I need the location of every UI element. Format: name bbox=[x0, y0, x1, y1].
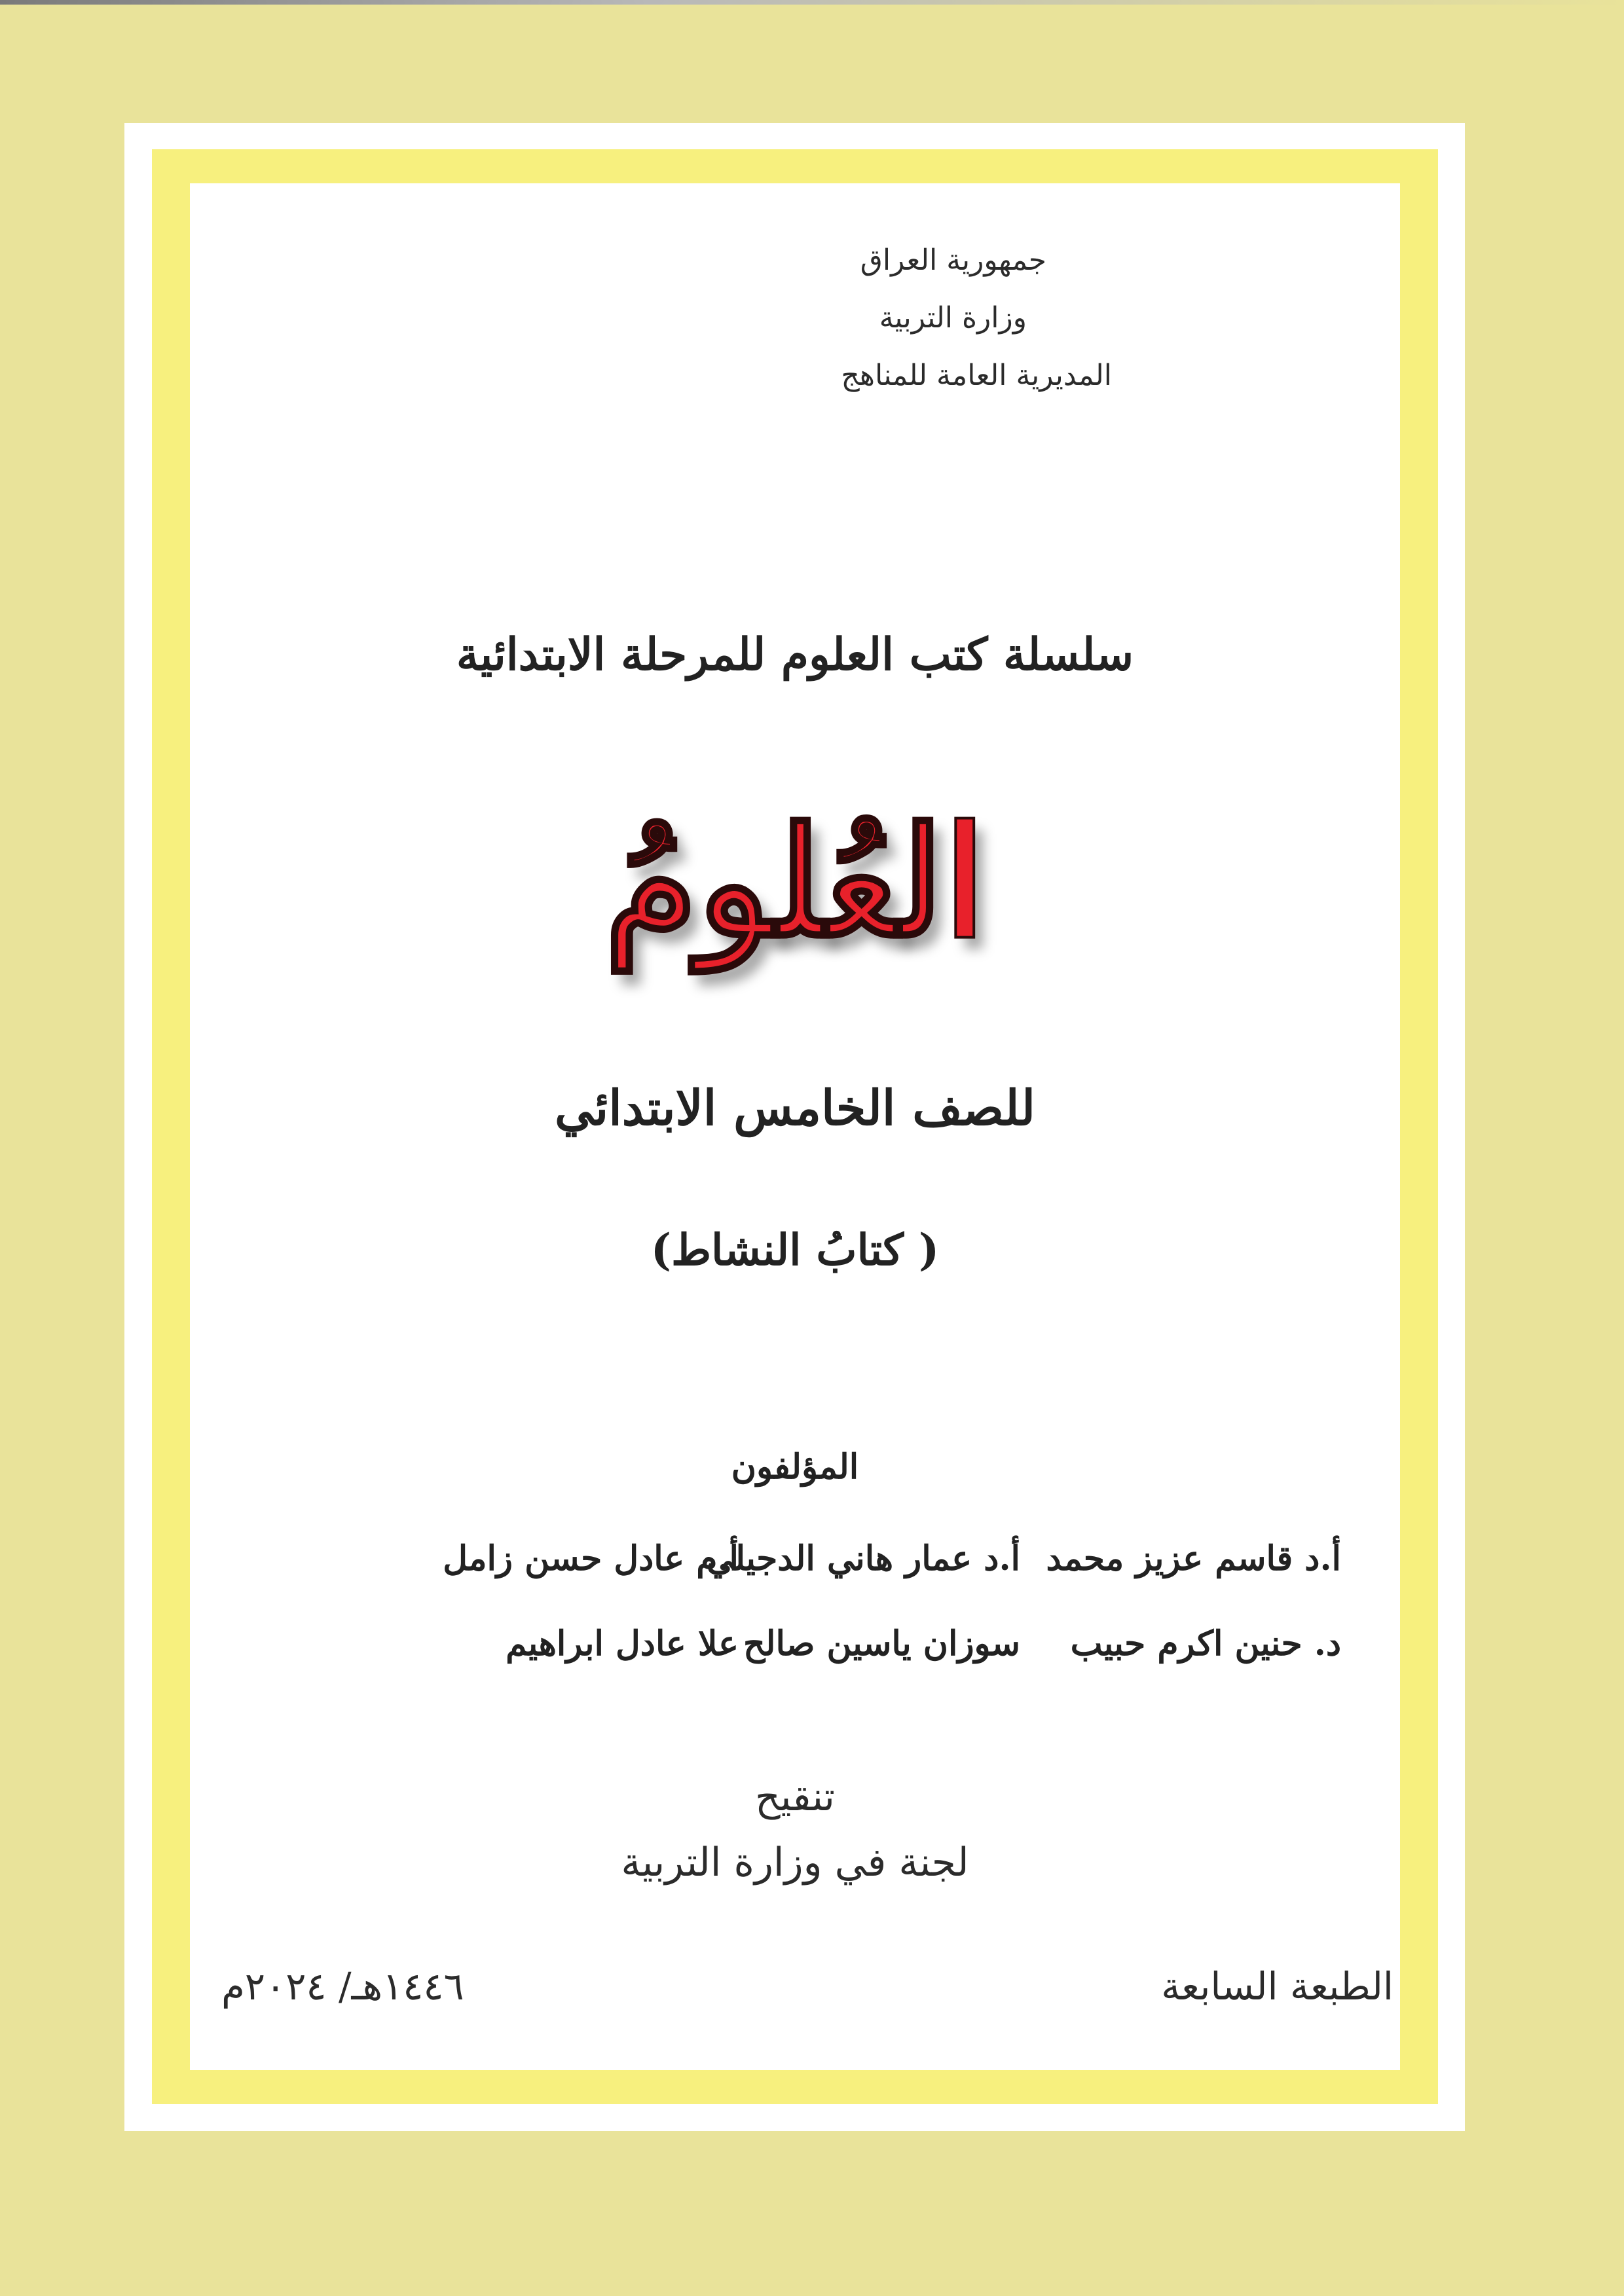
authors-heading: المؤلفون bbox=[731, 1447, 859, 1487]
grade-subtitle: للصف الخامس الابتدائي bbox=[554, 1080, 1036, 1137]
author-name: سوزان ياسين صالح bbox=[743, 1624, 1020, 1664]
header-directorate: المديرية العامة للمناهج bbox=[841, 359, 1112, 392]
revision-label: تنقيح bbox=[755, 1774, 835, 1820]
revision-committee: لجنة في وزارة التربية bbox=[621, 1840, 969, 1886]
edition-label: الطبعة السابعة bbox=[1161, 1964, 1393, 2009]
author-name: علا عادل ابراهيم bbox=[506, 1624, 739, 1664]
author-name: د. حنين اكرم حبيب bbox=[1070, 1624, 1341, 1664]
book-title: العُلومُ bbox=[604, 794, 986, 971]
author-name: أ.د قاسم عزيز محمد bbox=[1046, 1539, 1341, 1578]
cover-page bbox=[190, 183, 1400, 2070]
author-name: أ.م عادل حسن زامل bbox=[443, 1539, 739, 1578]
book-type: ( كتابُ النشاط) bbox=[650, 1224, 940, 1275]
header-ministry: وزارة التربية bbox=[879, 301, 1027, 335]
header-republic: جمهورية العراق bbox=[860, 244, 1046, 277]
author-name: أ.د عمار هاني الدجيلي bbox=[706, 1539, 1020, 1578]
publication-date: ١٤٤٦هـ/ ٢٠٢٤م bbox=[221, 1964, 464, 2009]
series-title: سلسلة كتب العلوم للمرحلة الابتدائية bbox=[456, 629, 1134, 681]
top-edge-stripe bbox=[0, 0, 1624, 5]
